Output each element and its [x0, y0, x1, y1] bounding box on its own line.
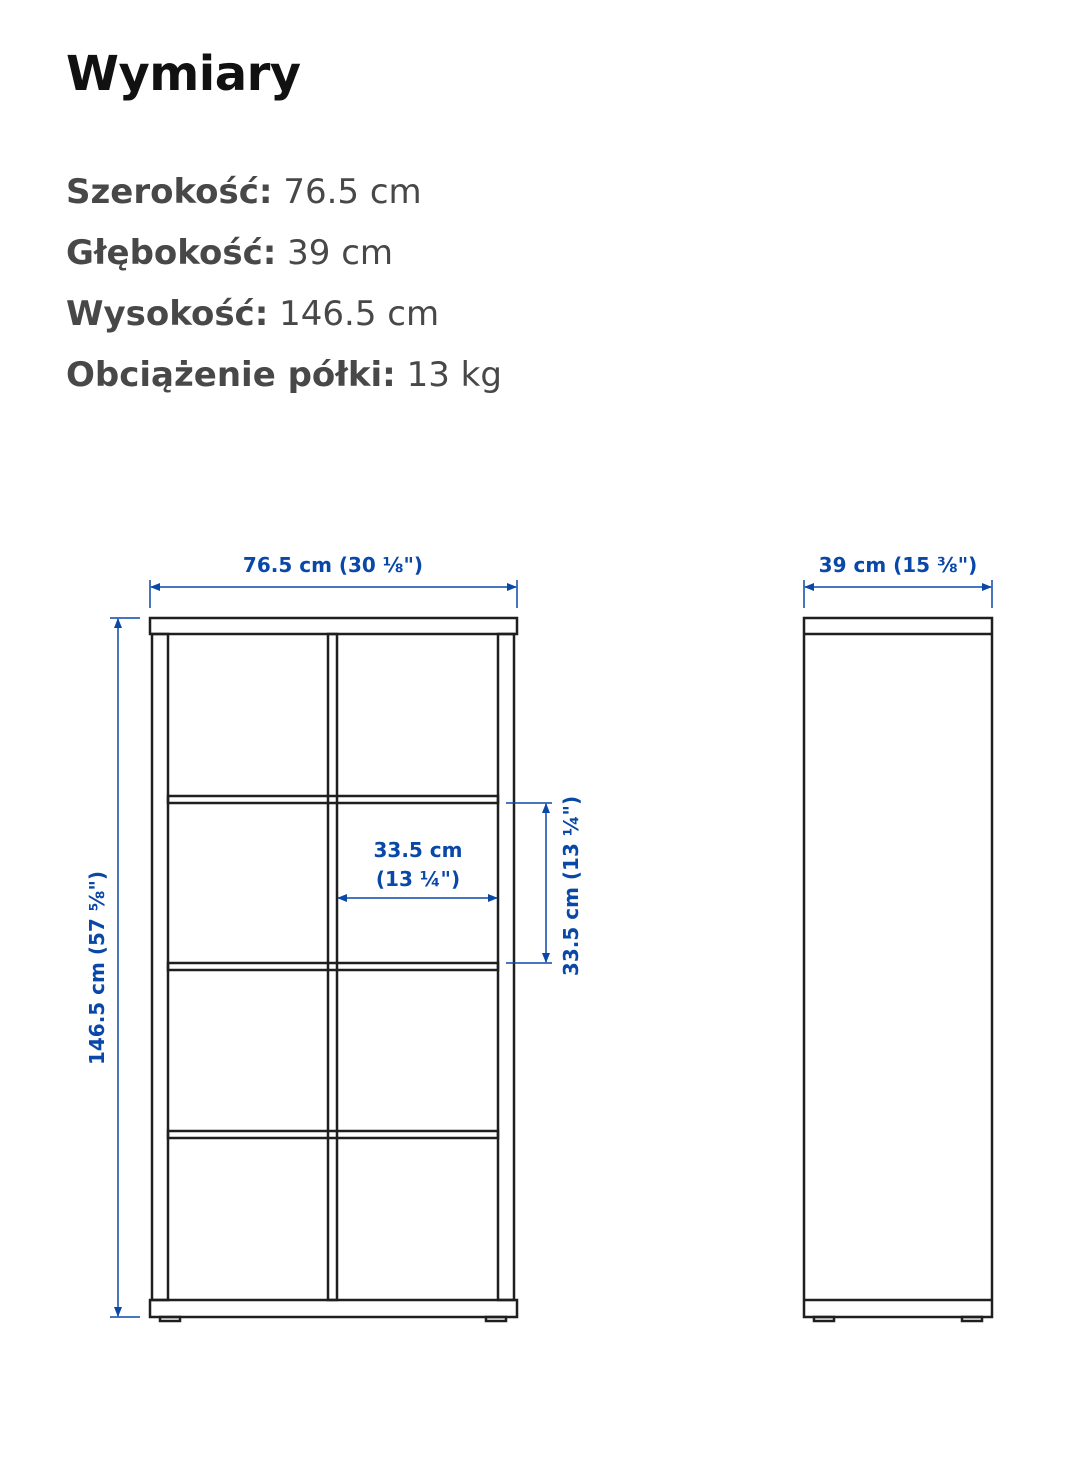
- spec-label: Wysokość:: [66, 294, 269, 334]
- spec-value: 39 cm: [287, 233, 394, 273]
- front-right-side: [498, 634, 514, 1300]
- spec-label: Głębokość:: [66, 233, 277, 273]
- dimension-lines: [110, 580, 992, 1317]
- front-left-side: [152, 634, 168, 1300]
- front-top-panel: [150, 618, 517, 634]
- depth-label: 39 cm (15 ⅜"): [818, 553, 978, 577]
- spec-label: Obciążenie półki:: [66, 355, 396, 395]
- front-view-shelf: [150, 618, 517, 1321]
- front-shelf-1: [168, 796, 498, 803]
- compartment-width-label-line1: 33.5 cm: [373, 838, 463, 862]
- height-label: 146.5 cm (57 ⅝"): [85, 870, 109, 1066]
- front-foot-right: [486, 1317, 506, 1321]
- compartment-height-label: 33.5 cm (13 ¼"): [559, 795, 583, 977]
- side-view-shelf: [804, 618, 992, 1321]
- front-shelf-2: [168, 963, 498, 970]
- side-body: [804, 618, 992, 1317]
- side-foot-left: [814, 1317, 834, 1321]
- spec-value: 13 kg: [406, 355, 502, 395]
- front-shelf-3: [168, 1131, 498, 1138]
- front-divider: [328, 634, 337, 1300]
- compartment-width-label-line2: (13 ¼"): [375, 867, 461, 891]
- front-foot-left: [160, 1317, 180, 1321]
- page-title: Wymiary: [66, 46, 301, 102]
- spec-label: Szerokość:: [66, 172, 273, 212]
- spec-value: 146.5 cm: [279, 294, 440, 334]
- front-bottom-panel: [150, 1300, 517, 1317]
- side-foot-right: [962, 1317, 982, 1321]
- spec-value: 76.5 cm: [283, 172, 422, 212]
- width-label: 76.5 cm (30 ⅛"): [242, 553, 424, 577]
